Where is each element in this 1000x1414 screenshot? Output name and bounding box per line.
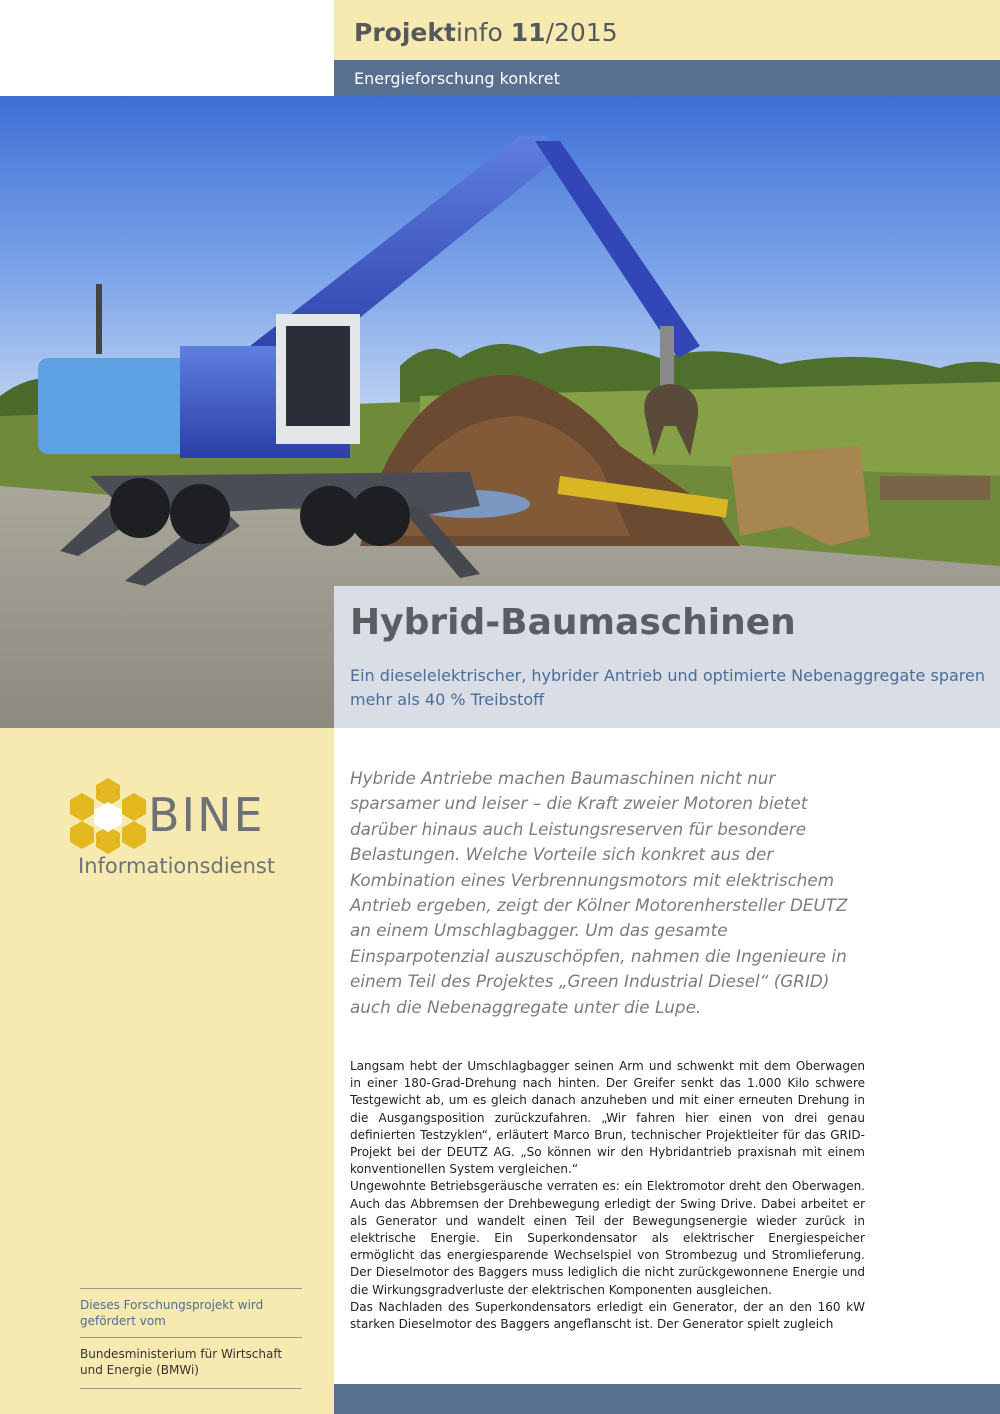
body-text bbox=[350, 1058, 865, 1333]
series-subtitle: Energieforschung konkret bbox=[354, 69, 560, 88]
funding-block bbox=[80, 1288, 302, 1389]
cab-window bbox=[286, 326, 350, 426]
left-column bbox=[0, 728, 334, 1414]
issue-year: /2015 bbox=[545, 18, 618, 47]
exhaust-pipe bbox=[96, 284, 102, 354]
title-box bbox=[334, 586, 1000, 728]
issue-number: 11 bbox=[510, 18, 546, 47]
body-paragraph-2: Ungewohnte Betriebsgeräusche verraten es: ein Elektromotor dreht den Oberwagen. Auch das Abbremsen der Drehbewegung erledigt der Swing Drive. Dabei arbeitet er als Generator und wandelt einen Teil der Bewegungsenergie wieder zurück in elektrische Energie. Ein Superkondensator als elektrischer Energiespeicher ermöglicht das energiesparende Wechselspiel von Strombezug und Stromlieferung. Der Dieselmotor des Baggers muss lediglich die nicht zurückgewonnene Energie und die Wirkungsgradverluste der elektrischen Komponenten ausgleichen. bbox=[350, 1179, 865, 1297]
bine-logo bbox=[66, 774, 296, 894]
funding-rule-bottom bbox=[80, 1388, 302, 1389]
body-paragraph-1: Langsam hebt der Umschlagbagger seinen Arm und schwenkt mit dem Oberwagen in einer 180-Grad-Drehung nach hinten. Der Greifer senkt das 1.000 Kilo schwere Testgewicht ab, um es gleich danach anzuheben und mit einer erneuten Drehung in die Ausgangsposition zurückzufahren. „Wir fahren hier einen von drei genau definierten Testzyklen“, erläutert Marco Brun, technischer Projektleiter für das GRID-Projekt bei der DEUTZ AG. „So können wir den Hybridantrieb praxisnah mit einem konventionellen System vergleichen.“ bbox=[350, 1059, 865, 1177]
bine-subline: Informationsdienst bbox=[78, 854, 276, 878]
series-title bbox=[354, 18, 618, 47]
header-top bbox=[334, 0, 1000, 60]
funding-note: Dieses Forschungsprojekt wird gefördert vom bbox=[80, 1298, 264, 1328]
scrap-bar bbox=[880, 476, 990, 500]
funding-org: Bundesministerium für Wirtschaft und Energie (BMWi) bbox=[80, 1347, 283, 1377]
wheel-1 bbox=[110, 478, 170, 538]
header-band bbox=[334, 60, 1000, 96]
document-subtitle: Ein dieselelektrischer, hybrider Antrieb und optimierte Nebenaggregate sparen mehr als 40 % Treibstoff bbox=[350, 666, 985, 709]
bine-flower-icon bbox=[66, 776, 150, 856]
series-bold: Projekt bbox=[354, 18, 456, 47]
body-paragraph-3: Das Nachladen des Superkondensators erledigt ein Generator, der an den 160 kW starken Dieselmotor des Baggers angeflanscht ist. Der Generator spielt zugleich bbox=[350, 1299, 865, 1332]
series-regular: info bbox=[455, 18, 511, 47]
wheel-2 bbox=[170, 484, 230, 544]
counterweight bbox=[38, 358, 188, 454]
intro-paragraph: Hybride Antriebe machen Baumaschinen nicht nur sparsamer und leiser – die Kraft zweier Motoren bietet darüber hinaus auch Leistungsreserven für besondere Belastungen. Welche Vorteile sich konkret aus der Kombination eines Verbrennungsmotors mit elektrischem Antrieb ergeben, zeigt der Kölner Motorenhersteller DEUTZ an einem Umschlagbagger. Um das gesamte Einsparpotenzial auszuschöpfen, nahmen die Ingenieure in einem Teil des Projektes „Green Industrial Diesel“ (GRID) auch die Nebenaggregate unter die Lupe. bbox=[350, 768, 848, 1017]
document-title: Hybrid-Baumaschinen bbox=[350, 602, 796, 643]
scrap-right bbox=[730, 446, 870, 546]
wheel-4 bbox=[350, 486, 410, 546]
footer-band bbox=[334, 1384, 1000, 1414]
stick-cylinder bbox=[660, 326, 674, 386]
bine-wordmark: BINE bbox=[148, 788, 265, 842]
